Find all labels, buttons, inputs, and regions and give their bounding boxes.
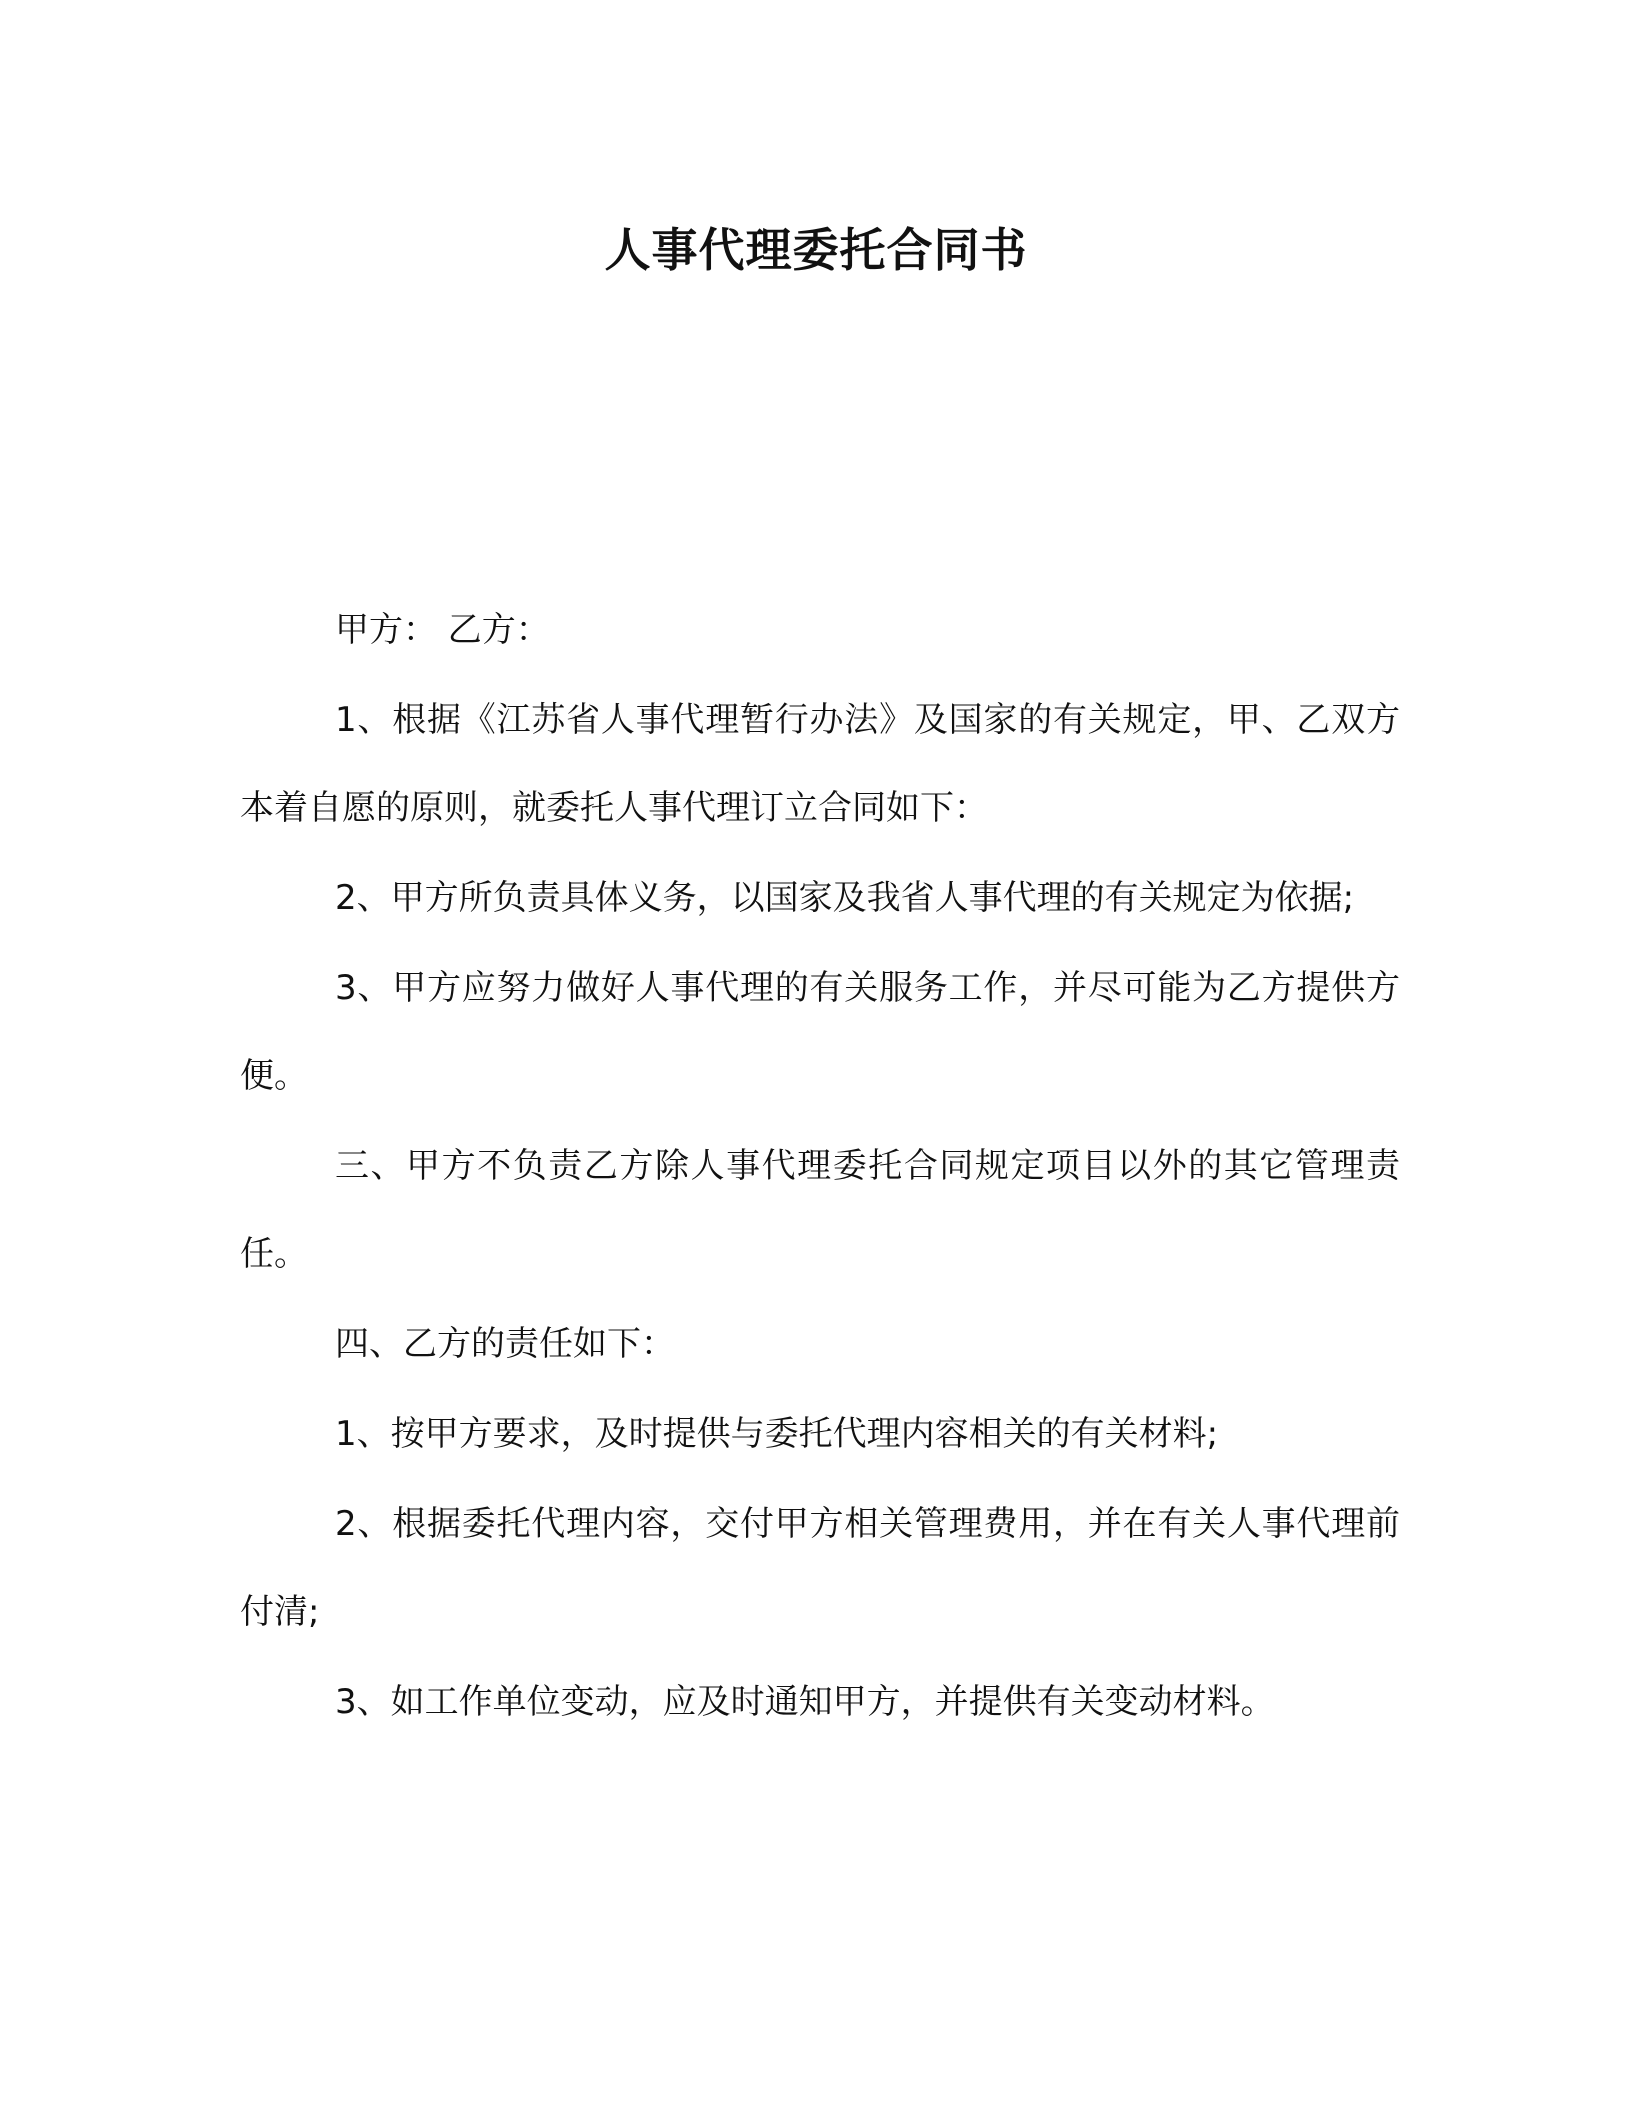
section-four-item-1: 1、按甲方要求，及时提供与委托代理内容相关的有关材料; xyxy=(335,1414,1219,1454)
party-line: 甲方： 乙方： xyxy=(335,610,550,650)
section-four-item-3: 3、如工作单位变动，应及时通知甲方，并提供有关变动材料。 xyxy=(335,1682,1275,1722)
document-body xyxy=(240,586,1400,1748)
document-title: 人事代理委托合同书 xyxy=(604,223,1028,277)
paragraph-1: 1、根据《江苏省人事代理暂行办法》及国家的有关规定，甲、乙双方本着自愿的原则，就委托人事代理订立合同如下： xyxy=(240,700,1400,828)
section-four-item-2: 2、根据委托代理内容，交付甲方相关管理费用，并在有关人事代理前付清; xyxy=(240,1504,1400,1632)
section-three: 三、甲方不负责乙方除人事代理委托合同规定项目以外的其它管理责任。 xyxy=(240,1146,1400,1274)
paragraph-2: 2、甲方所负责具体义务，以国家及我省人事代理的有关规定为依据; xyxy=(335,878,1355,918)
paragraph-3: 3、甲方应努力做好人事代理的有关服务工作，并尽可能为乙方提供方便。 xyxy=(240,968,1400,1096)
section-four-heading: 四、乙方的责任如下： xyxy=(335,1324,675,1364)
